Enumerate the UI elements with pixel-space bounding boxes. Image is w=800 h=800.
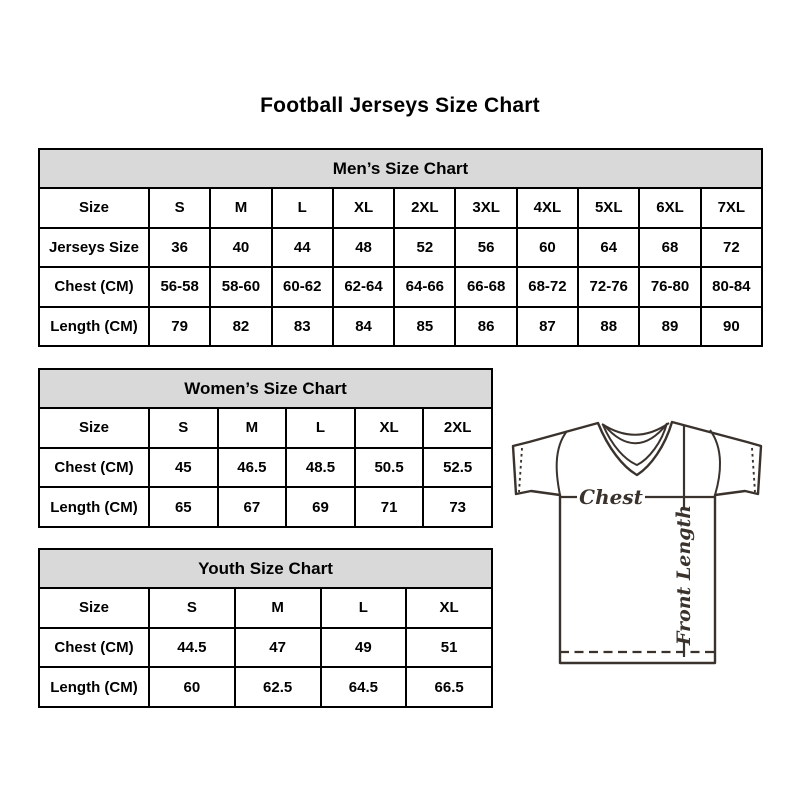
table-cell: 51: [406, 628, 492, 668]
table-cell: 44: [272, 228, 333, 268]
table-cell: 62.5: [235, 667, 321, 707]
table-cell: S: [149, 588, 235, 628]
youth-size-table-container: [38, 548, 493, 708]
table-cell: 48.5: [286, 448, 355, 488]
table-cell: 60: [517, 228, 578, 268]
table-row: [39, 487, 492, 527]
table-cell: Length (CM): [39, 487, 149, 527]
womens-size-table-container: [38, 368, 493, 528]
table-row: [39, 307, 762, 347]
table-cell: 2XL: [423, 408, 492, 448]
table-cell: 87: [517, 307, 578, 347]
table-cell: Length (CM): [39, 307, 149, 347]
table-cell: XL: [355, 408, 424, 448]
table-cell: 73: [423, 487, 492, 527]
table-row: [39, 408, 492, 448]
table-cell: 47: [235, 628, 321, 668]
table-cell: L: [321, 588, 407, 628]
mens-table-header-row: [39, 149, 762, 188]
table-cell: Size: [39, 188, 149, 228]
table-cell: 67: [218, 487, 287, 527]
table-cell: 64-66: [394, 267, 455, 307]
table-cell: S: [149, 188, 210, 228]
table-cell: 52.5: [423, 448, 492, 488]
table-cell: 56-58: [149, 267, 210, 307]
table-cell: Jerseys Size: [39, 228, 149, 268]
youth-table-header-row: [39, 549, 492, 588]
table-cell: Chest (CM): [39, 267, 149, 307]
front-length-label: Front Length: [673, 504, 695, 646]
youth-table-title: Youth Size Chart: [39, 549, 492, 588]
table-cell: 82: [210, 307, 271, 347]
table-cell: M: [210, 188, 271, 228]
table-cell: 6XL: [639, 188, 700, 228]
table-cell: 71: [355, 487, 424, 527]
chest-label: Chest: [579, 485, 643, 509]
table-row: [39, 628, 492, 668]
table-cell: 62-64: [333, 267, 394, 307]
table-cell: 88: [578, 307, 639, 347]
table-cell: 3XL: [455, 188, 516, 228]
table-cell: 46.5: [218, 448, 287, 488]
table-cell: M: [218, 408, 287, 448]
table-cell: 44.5: [149, 628, 235, 668]
table-cell: XL: [333, 188, 394, 228]
jersey-outline: [513, 422, 761, 663]
table-row: [39, 228, 762, 268]
table-cell: 36: [149, 228, 210, 268]
womens-table-header-row: [39, 369, 492, 408]
table-cell: 48: [333, 228, 394, 268]
collar-back-arc-deep: [604, 424, 667, 443]
table-cell: 7XL: [701, 188, 762, 228]
table-cell: 79: [149, 307, 210, 347]
mens-size-table: [38, 148, 763, 347]
table-cell: L: [272, 188, 333, 228]
table-cell: Size: [39, 588, 149, 628]
table-cell: 83: [272, 307, 333, 347]
table-cell: 76-80: [639, 267, 700, 307]
table-cell: 40: [210, 228, 271, 268]
mens-size-table-container: [38, 148, 763, 347]
table-cell: Length (CM): [39, 667, 149, 707]
table-cell: 85: [394, 307, 455, 347]
table-cell: 56: [455, 228, 516, 268]
table-row: [39, 267, 762, 307]
jersey-measurement-diagram: [505, 415, 775, 665]
table-cell: 89: [639, 307, 700, 347]
table-row: [39, 448, 492, 488]
table-cell: 45: [149, 448, 218, 488]
table-cell: S: [149, 408, 218, 448]
table-cell: 66-68: [455, 267, 516, 307]
table-cell: 4XL: [517, 188, 578, 228]
table-cell: 90: [701, 307, 762, 347]
table-cell: M: [235, 588, 321, 628]
table-cell: Chest (CM): [39, 628, 149, 668]
table-cell: 65: [149, 487, 218, 527]
table-cell: 86: [455, 307, 516, 347]
table-cell: 68-72: [517, 267, 578, 307]
table-cell: 84: [333, 307, 394, 347]
page-title: Football Jerseys Size Chart: [260, 94, 540, 117]
table-cell: 50.5: [355, 448, 424, 488]
table-cell: 2XL: [394, 188, 455, 228]
womens-size-table: [38, 368, 493, 528]
table-cell: Size: [39, 408, 149, 448]
table-cell: 80-84: [701, 267, 762, 307]
jersey-diagram-svg: [505, 415, 775, 665]
table-cell: 68: [639, 228, 700, 268]
table-row: [39, 188, 762, 228]
table-cell: L: [286, 408, 355, 448]
table-cell: XL: [406, 588, 492, 628]
table-row: [39, 667, 492, 707]
table-cell: 64.5: [321, 667, 407, 707]
table-cell: 69: [286, 487, 355, 527]
womens-table-title: Women’s Size Chart: [39, 369, 492, 408]
table-cell: 66.5: [406, 667, 492, 707]
youth-size-table: [38, 548, 493, 708]
table-cell: 64: [578, 228, 639, 268]
table-cell: 49: [321, 628, 407, 668]
table-cell: 72-76: [578, 267, 639, 307]
table-cell: Chest (CM): [39, 448, 149, 488]
table-cell: 52: [394, 228, 455, 268]
table-cell: 5XL: [578, 188, 639, 228]
table-cell: 58-60: [210, 267, 271, 307]
table-cell: 60-62: [272, 267, 333, 307]
table-cell: 72: [701, 228, 762, 268]
mens-table-title: Men’s Size Chart: [39, 149, 762, 188]
table-cell: 60: [149, 667, 235, 707]
table-row: [39, 588, 492, 628]
